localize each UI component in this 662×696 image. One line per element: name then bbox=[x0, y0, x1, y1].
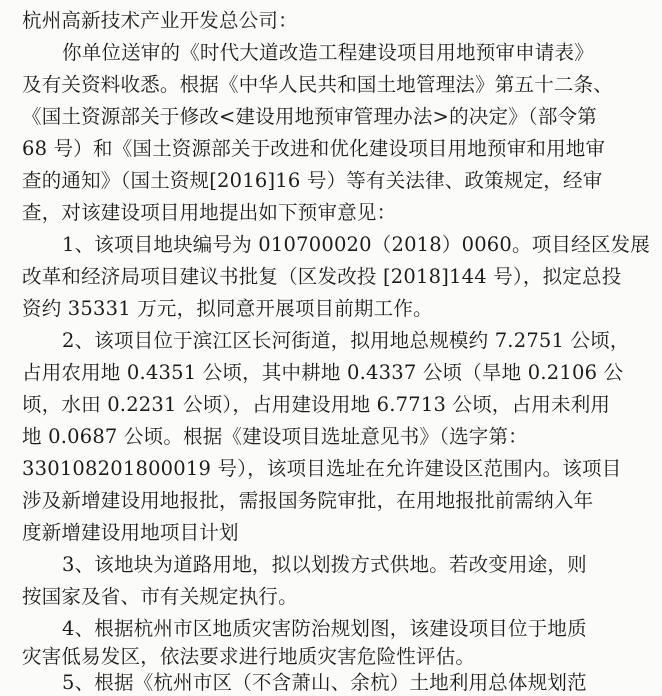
item-2-line: 占用农用地 0.4351 公顷，其中耕地 0.4337 公顷（旱地 0.2106 公 bbox=[22, 361, 624, 384]
intro-line: 查的通知》（国土资规[2016]16 号）等有关法律、政策规定，经审 bbox=[22, 169, 603, 192]
item-1-line: 改革和经济局项目建议书批复（区发改投 [2018]144 号），拟定总投 bbox=[22, 265, 622, 288]
intro-line: 《国土资源部关于修改<建设用地预审管理办法>的决定》（部令第 bbox=[22, 105, 597, 128]
item-1-line: 1、该项目地块编号为 010700020（2018）0060。项目经区发展 bbox=[62, 233, 650, 256]
item-3-line: 按国家及省、市有关规定执行。 bbox=[22, 585, 298, 608]
addressee: 杭州高新技术产业开发总公司： bbox=[22, 9, 298, 32]
item-2-line: 2、该项目位于滨江区长河街道，拟用地总规模约 7.2751 公顷， bbox=[62, 329, 630, 352]
item-5-line: 5、根据《杭州市区（不含萧山、余杭）土地利用总体规划范 bbox=[62, 671, 587, 694]
item-1-line: 资约 35331 万元，拟同意开展项目前期工作。 bbox=[22, 297, 433, 320]
item-2-line: 地 0.0687 公顷。根据《建设项目选址意见书》（选字第： bbox=[22, 425, 528, 448]
item-4-line: 4、根据杭州市区地质灾害防治规划图，该建设项目位于地质 bbox=[62, 617, 587, 640]
item-3-line: 3、该地块为道路用地，拟以划拨方式供地。若改变用途，则 bbox=[62, 553, 587, 576]
item-2-line: 顷，水田 0.2231 公顷），占用建设用地 6.7713 公顷，占用未利用 bbox=[22, 393, 611, 416]
intro-line: 68 号）和《国土资源部关于改进和优化建设项目用地预审和用地审 bbox=[22, 137, 606, 160]
intro-line: 及有关资料收悉。根据《中华人民共和国土地管理法》第五十二条、 bbox=[22, 73, 614, 96]
item-2-line: 涉及新增建设用地报批，需报国务院审批，在用地报批前需纳入年 bbox=[22, 489, 594, 512]
intro-line: 你单位送审的《时代大道改造工程建设项目用地预审申请表》 bbox=[62, 41, 594, 64]
item-2-line: 330108201800019 号），该项目选址在允许建设区范围内。该项目 bbox=[22, 457, 622, 480]
intro-line: 查，对该建设项目用地提出如下预审意见： bbox=[22, 201, 397, 224]
item-4-line: 灾害低易发区，依法要求进行地质灾害危险性评估。 bbox=[22, 645, 476, 668]
item-2-line: 度新增建设用地项目计划 bbox=[22, 521, 239, 544]
